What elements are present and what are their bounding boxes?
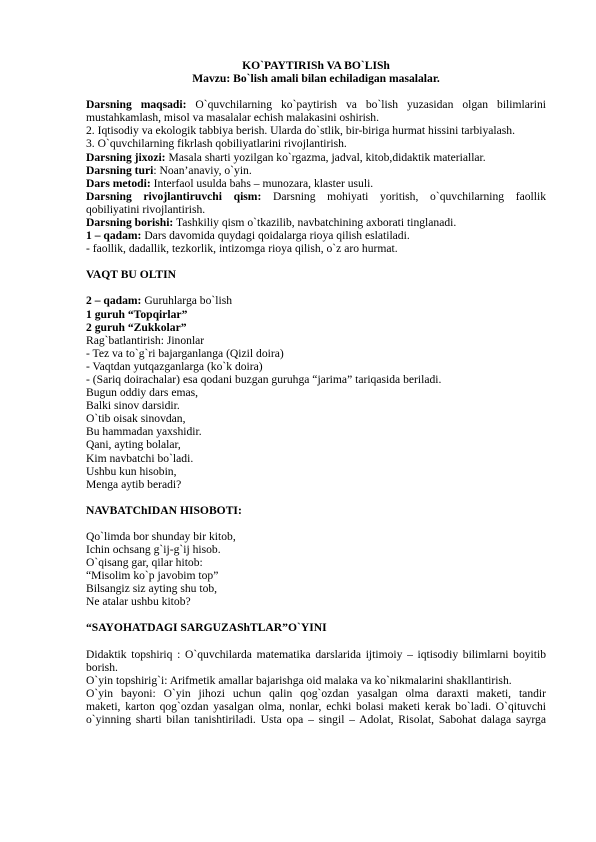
step-1-text: Dars davomida quydagi qoidalarga rioya qilish eslatiladi. bbox=[144, 229, 410, 243]
rag-line: Bugun oddiy dars emas, bbox=[86, 386, 199, 400]
poem-line: Qo`limda bor shunday bir kitob, bbox=[86, 529, 236, 543]
game-description-line-1: O`yin bayoni: O`yin jihozi uchun qalin qog`ozdan yasalgan olma daraxti maketi, tandir bbox=[86, 686, 546, 700]
progress-text: Tashkiliy qism o`tkazilib, navbatchining axborati tinglanadi. bbox=[176, 216, 457, 230]
lesson-developing-part-2: qobiliyatini rivojlantirish. bbox=[86, 202, 206, 216]
step-1-rules: - faollik, dadallik, tezkorlik, intizomga rioya qilish, o`z aro hurmat. bbox=[86, 242, 398, 256]
document-title: KO`PAYTIRISh VA BO`LISh bbox=[242, 59, 390, 72]
lesson-progress bbox=[86, 216, 546, 229]
lesson-method bbox=[86, 177, 546, 190]
heading-sayohat bbox=[86, 621, 546, 634]
group-2 bbox=[86, 321, 546, 334]
method-text: Interfaol usulda bahs – munozara, klaster usuli. bbox=[153, 176, 374, 190]
rag-line: - (Sariq doirachalar) esa qodani buzgan guruhga “jarima” tariqasida beriladi. bbox=[86, 372, 442, 386]
rag-line: Qani, ayting bolalar, bbox=[86, 438, 181, 452]
type-text: : Noan’anaviy, o`yin. bbox=[153, 163, 252, 177]
heading-sayohat-text: “SAYOHATDAGI SARGUZAShTLAR”O`YINI bbox=[86, 621, 327, 635]
didactic-task-line-2: borish. bbox=[86, 660, 118, 674]
lesson-type bbox=[86, 164, 546, 177]
step-2-label: 2 – qadam: bbox=[86, 294, 142, 308]
lesson-goal-2: 2. Iqtisodiy va ekologik tabbiya berish. Ularda do`stlik, bir-biriga hurmat hissini tarbiyalash. bbox=[86, 124, 515, 138]
type-label: Darsning turi bbox=[86, 163, 154, 177]
game-description-line-2: maketi, karton qog`ozdan yasalgan olma, nonlar, echki bolasi maketi kerak bo`ladi. O`qituvchi bbox=[86, 699, 546, 713]
rag-line: Ushbu kun hisobin, bbox=[86, 464, 177, 478]
method-label: Dars metodi: bbox=[86, 176, 151, 190]
rag-line: - Tez va to`g`ri bajarganlanga (Qizil doira) bbox=[86, 346, 284, 360]
group-1-text: 1 guruh “Topqirlar” bbox=[86, 307, 188, 321]
poem-line: Ichin ochsang g`ij-g`ij hisob. bbox=[86, 543, 221, 556]
progress-label: Darsning borishi: bbox=[86, 216, 174, 230]
group-1 bbox=[86, 308, 546, 321]
poem-line: O`qisang gar, qilar hitob: bbox=[86, 556, 203, 570]
heading-navbatchi-text: NAVBATChIDAN HISOBOTI: bbox=[86, 503, 242, 517]
rag-line: - Vaqtdan yutqazganlarga (ko`k doira) bbox=[86, 359, 263, 373]
game-task: O`yin topshirig`i: Arifmetik amallar bajarishga oid malaka va ko`nikmalarini shakllantirish. bbox=[86, 673, 512, 687]
equipment-label: Darsning jixozi: bbox=[86, 150, 166, 164]
rag-line: Kim navbatchi bo`ladi. bbox=[86, 451, 194, 465]
goal-label: Darsning maqsadi: bbox=[86, 98, 187, 112]
rag-line: Bu hammadan yaxshidir. bbox=[86, 425, 202, 439]
lesson-goal-line-1 bbox=[86, 98, 546, 111]
rag-line: Balki sinov darsidir. bbox=[86, 399, 180, 413]
goal-text-1: O`quvchilarning ko`paytirish va bo`lish yuzasidan olgan bilimlarini bbox=[195, 98, 546, 112]
rag-line: Rag`batlantirish: Jinonlar bbox=[86, 333, 205, 347]
lesson-topic bbox=[86, 72, 546, 85]
group-2-text: 2 guruh “Zukkolar” bbox=[86, 320, 187, 334]
step-1-label: 1 – qadam: bbox=[86, 229, 142, 243]
lesson-equipment bbox=[86, 151, 546, 164]
rag-line: O`tib oisak sinovdan, bbox=[86, 412, 186, 426]
step-1 bbox=[86, 229, 546, 242]
lesson-developing-part-1 bbox=[86, 190, 546, 203]
game-description-line-3: o`yinning sharti bilan tanishtiriladi. Usta opa – singil – Adolat, Risolat, Sabohat dalaga sayrga bbox=[86, 713, 546, 727]
topic-text: Bo`lish amali bilan echiladigan masalalar. bbox=[233, 72, 440, 86]
step-2-text: Guruhlarga bo`lish bbox=[144, 294, 233, 308]
topic-label: Mavzu: bbox=[192, 72, 231, 86]
poem-line: “Misolim ko`p javobim top” bbox=[86, 569, 219, 583]
poem-line: Ne atalar ushbu kitob? bbox=[86, 595, 191, 609]
poem-line: Bilsangiz siz ayting shu tob, bbox=[86, 582, 218, 596]
document-body bbox=[86, 59, 546, 726]
lesson-goal-line-2: mustahkamlash, misol va masalalar echish malakasini oshirish. bbox=[86, 111, 380, 125]
heading-navbatchi bbox=[86, 504, 546, 517]
developing-label: Darsning rivojlantiruvchi qism: bbox=[86, 189, 262, 203]
developing-text-1: Darsning mohiyati yoritish, o`quvchilarning faollik bbox=[273, 189, 547, 203]
didactic-task-line-1: Didaktik topshiriq : O`quvchilarda matematika darslarida ijtimoiy – iqtisodiy bilimlarni boyitib bbox=[86, 647, 546, 661]
rag-line: Menga aytib beradi? bbox=[86, 477, 182, 491]
equipment-text: Masala sharti yozilgan ko`rgazma, jadval, kitob,didaktik materiallar. bbox=[168, 150, 486, 164]
heading-vaqt-bu-oltin bbox=[86, 268, 546, 281]
heading-vaqt-text: VAQT BU OLTIN bbox=[86, 268, 176, 282]
step-2 bbox=[86, 294, 546, 307]
lesson-goal-3: 3. O`quvchilarning fikrlash qobiliyatlarini rivojlantirish. bbox=[86, 137, 347, 151]
